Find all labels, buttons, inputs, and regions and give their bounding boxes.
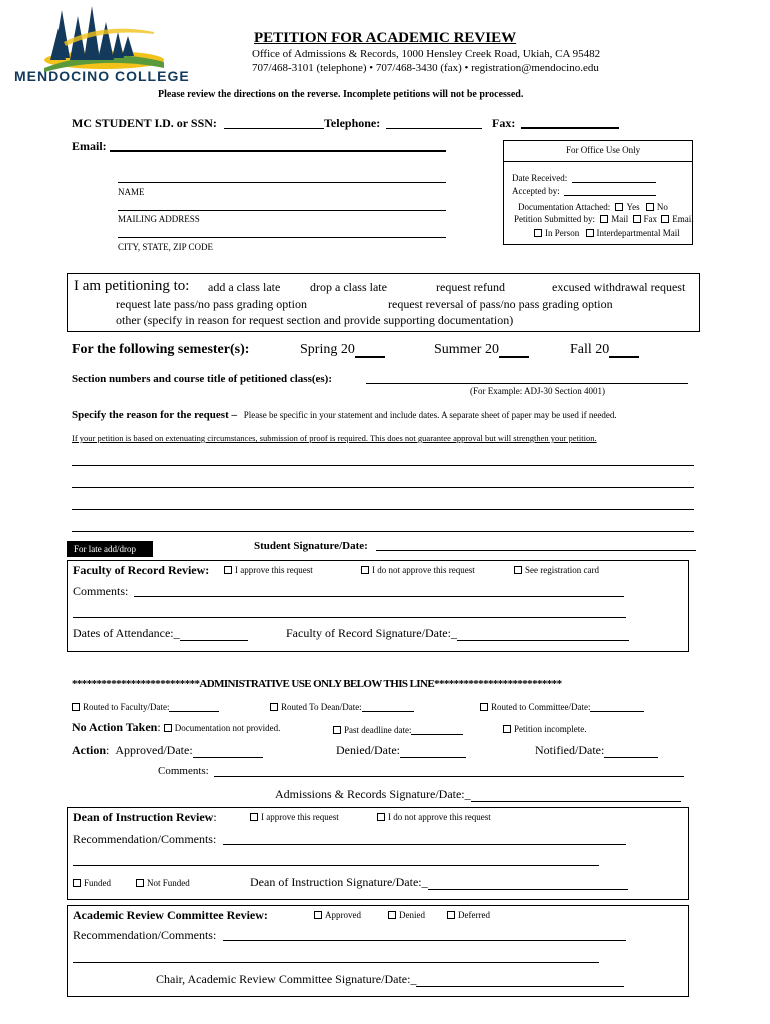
committee-approved-label: Approved	[325, 910, 361, 920]
email-field[interactable]	[110, 150, 446, 152]
reason-label: Specify the reason for the request –	[72, 409, 237, 421]
name-field[interactable]	[118, 182, 446, 183]
documentation-row	[518, 202, 668, 212]
dean-approve-checkbox[interactable]	[250, 813, 258, 821]
no-action-row: No Action Taken: Documentation not provided.	[72, 720, 281, 734]
faculty-approve-checkbox[interactable]	[224, 566, 232, 574]
late-add-drop-tag: For late add/drop	[67, 541, 153, 557]
ar-signature-row	[275, 787, 681, 802]
attendance-field[interactable]	[180, 627, 248, 641]
submitted-in-person-checkbox[interactable]	[534, 229, 542, 237]
funded-checkbox[interactable]	[73, 879, 81, 887]
documentation-yes-label: Yes	[626, 202, 640, 212]
semester-spring[interactable]	[300, 342, 385, 358]
reason-note: If your petition is based on extenuating circumstances, submission of proof is required. This does not guarantee approval but will strengthen your petition.	[72, 433, 597, 443]
faculty-review-title: Faculty of Record Review:	[73, 563, 210, 577]
student-signature-field[interactable]	[376, 550, 696, 551]
routed-committee-label: Routed to Committee/Date:	[491, 702, 591, 712]
dean-review-title: Dean of Instruction Review	[73, 810, 214, 824]
city-state-zip-field[interactable]	[118, 237, 446, 238]
denied-date-label: Denied/Date:	[336, 743, 400, 757]
committee-signature-field[interactable]	[416, 973, 624, 987]
dean-signature-row	[250, 875, 628, 890]
dean-recommendation-label: Recommendation/Comments:	[73, 832, 217, 846]
faculty-approve-option	[224, 565, 313, 575]
routed-faculty-label: Routed to Faculty/Date:	[83, 702, 170, 712]
option-request-refund[interactable]: request refund	[436, 280, 505, 294]
admin-comments-field[interactable]	[214, 776, 684, 777]
approved-date-field[interactable]	[193, 744, 263, 758]
committee-denied-checkbox[interactable]	[388, 911, 396, 919]
office-use-title: For Office Use Only	[566, 145, 641, 155]
funded-label: Funded	[84, 878, 111, 888]
option-excused-withdrawal[interactable]: excused withdrawal request	[552, 280, 686, 294]
routed-committee-option	[480, 701, 644, 712]
past-deadline-field[interactable]	[411, 724, 463, 735]
faculty-not-approve-checkbox[interactable]	[361, 566, 369, 574]
dean-not-approve-option	[377, 812, 491, 822]
committee-recommendation-field-2[interactable]	[73, 962, 599, 963]
committee-deferred-checkbox[interactable]	[447, 911, 455, 919]
routed-dean-field[interactable]	[362, 701, 414, 712]
submitted-mail-label: Mail	[611, 214, 629, 224]
no-action-label: No Action Taken	[72, 720, 158, 734]
submitted-interdepartmental-label: Interdepartmental Mail	[596, 228, 680, 238]
reason-line-3[interactable]	[72, 509, 694, 510]
routed-faculty-option	[72, 701, 219, 712]
notified-row	[535, 743, 658, 758]
past-deadline-checkbox[interactable]	[333, 726, 341, 734]
section-label: Section numbers and course title of petitioned class(es):	[72, 373, 333, 385]
doc-not-provided-label: Documentation not provided.	[174, 723, 281, 733]
submitted-by-label: Petition Submitted by:	[514, 214, 596, 224]
semester-summer-label: Summer 20	[434, 342, 499, 357]
fax-label: Fax:	[492, 116, 516, 130]
submitted-mail-checkbox[interactable]	[600, 215, 608, 223]
section-example: (For Example: ADJ-30 Section 4001)	[470, 386, 605, 396]
routed-committee-field[interactable]	[590, 701, 644, 712]
past-deadline-label: Past deadline date:	[344, 725, 412, 735]
incomplete-checkbox[interactable]	[503, 725, 511, 733]
faculty-review-box	[67, 560, 689, 652]
semester-spring-label: Spring 20	[300, 342, 355, 357]
action-label: Action	[72, 743, 106, 757]
dean-signature-field[interactable]	[428, 876, 628, 890]
dean-title-row: Dean of Instruction Review:	[73, 810, 217, 824]
dean-not-approve-checkbox[interactable]	[377, 813, 385, 821]
student-id-label: MC STUDENT I.D. or SSN:	[72, 116, 217, 130]
city-state-zip-label: CITY, STATE, ZIP CODE	[118, 242, 214, 252]
form-title: PETITION FOR ACADEMIC REVIEW	[254, 30, 517, 46]
admin-divider: **************************ADMINISTRATIVE USE ONLY BELOW THIS LINE**************************	[72, 678, 562, 690]
semester-summer[interactable]	[434, 342, 529, 358]
dean-recommendation-field[interactable]	[223, 844, 626, 845]
option-late-pass-no-pass[interactable]: request late pass/no pass grading option	[116, 297, 307, 311]
option-drop-class-late[interactable]: drop a class late	[310, 280, 387, 294]
submitted-interdepartmental-checkbox[interactable]	[586, 229, 594, 237]
reason-instruction: Please be specific in your statement and include dates. A separate sheet of paper may be used if needed.	[243, 410, 617, 420]
committee-denied-label: Denied	[399, 910, 425, 920]
semester-fall[interactable]	[570, 342, 639, 358]
committee-signature-row	[156, 972, 624, 987]
faculty-approve-label: I approve this request	[235, 565, 313, 575]
submitted-email-label: Email	[672, 214, 694, 224]
doc-not-provided-checkbox[interactable]	[164, 724, 172, 732]
submitted-by-row	[514, 214, 694, 224]
committee-recommendation-field[interactable]	[223, 940, 626, 941]
semester-summer-year-field[interactable]	[499, 356, 529, 358]
faculty-comments-field-2[interactable]	[73, 617, 626, 618]
committee-review-box	[67, 905, 689, 997]
committee-denied-option	[388, 910, 425, 920]
submitted-in-person-label: In Person	[545, 228, 580, 238]
reason-line-4[interactable]	[72, 531, 694, 532]
semester-spring-year-field[interactable]	[355, 356, 385, 358]
faculty-not-approve-label: I do not approve this request	[372, 565, 475, 575]
documentation-label: Documentation Attached:	[518, 202, 611, 212]
committee-review-title: Academic Review Committee Review:	[73, 908, 268, 922]
semester-label: For the following semester(s):	[72, 342, 250, 357]
admin-comments-label: Comments:	[158, 765, 209, 777]
faculty-comments-field[interactable]	[134, 596, 624, 597]
name-label: NAME	[118, 187, 145, 197]
incomplete-option	[503, 724, 587, 734]
submitted-by-row-2	[534, 228, 680, 238]
student-id-field[interactable]	[224, 128, 324, 129]
documentation-no-checkbox[interactable]	[646, 203, 654, 211]
approved-date-label: Approved/Date:	[115, 743, 193, 757]
routed-dean-option	[270, 701, 414, 712]
fax-field[interactable]	[521, 127, 619, 129]
college-logo	[14, 2, 188, 86]
petitioning-box	[67, 273, 700, 332]
reason-line-2[interactable]	[72, 487, 694, 488]
reason-row	[72, 409, 617, 421]
telephone-field[interactable]	[386, 128, 482, 129]
office-use-box	[503, 140, 693, 245]
faculty-signature-row	[286, 626, 629, 641]
dean-signature-label: Dean of Instruction Signature/Date:_	[250, 875, 428, 889]
reason-line-1[interactable]	[72, 465, 694, 466]
not-funded-label: Not Funded	[147, 878, 190, 888]
notified-date-label: Notified/Date:	[535, 743, 605, 757]
accepted-by-field[interactable]	[564, 195, 656, 196]
notified-date-field[interactable]	[604, 744, 658, 758]
option-reversal-pass-no-pass[interactable]: request reversal of pass/no pass grading option	[388, 297, 613, 311]
committee-approved-option	[314, 910, 361, 920]
committee-signature-label: Chair, Academic Review Committee Signature/Date:_	[156, 972, 417, 986]
denied-date-field[interactable]	[400, 744, 466, 758]
faculty-comments-label: Comments:	[73, 584, 129, 598]
incomplete-label: Petition incomplete.	[514, 724, 587, 734]
faculty-see-card-checkbox[interactable]	[514, 566, 522, 574]
dean-review-box	[67, 807, 689, 900]
faculty-not-approve-option	[361, 565, 475, 575]
semester-fall-year-field[interactable]	[609, 356, 639, 358]
not-funded-option	[136, 878, 190, 888]
committee-recommendation-label: Recommendation/Comments:	[73, 928, 217, 942]
routed-dean-checkbox[interactable]	[270, 703, 278, 711]
email-label: Email:	[72, 139, 107, 153]
petitioning-label: I am petitioning to:	[74, 278, 190, 294]
denied-row	[336, 743, 466, 758]
mailing-address-label: MAILING ADDRESS	[118, 214, 200, 224]
office-contact: 707/468-3101 (telephone) • 707/468-3430 (fax) • registration@mendocino.edu	[252, 62, 599, 74]
date-received-label: Date Received:	[512, 173, 568, 183]
office-use-divider	[504, 161, 692, 162]
submitted-fax-checkbox[interactable]	[633, 215, 641, 223]
documentation-no-label: No	[656, 202, 668, 212]
action-row: Action: Approved/Date:	[72, 743, 263, 758]
dean-not-approve-label: I do not approve this request	[388, 812, 491, 822]
review-notice: Please review the directions on the reverse. Incomplete petitions will not be processed.	[158, 89, 524, 100]
routed-committee-checkbox[interactable]	[480, 703, 488, 711]
faculty-see-card-label: See registration card	[525, 565, 599, 575]
semester-fall-label: Fall 20	[570, 342, 610, 357]
faculty-see-card-option	[514, 565, 599, 575]
committee-approved-checkbox[interactable]	[314, 911, 322, 919]
past-deadline-option	[333, 724, 463, 735]
committee-deferred-label: Deferred	[458, 910, 490, 920]
documentation-yes-checkbox[interactable]	[615, 203, 623, 211]
attendance-row	[73, 626, 248, 641]
routed-dean-label: Routed To Dean/Date:	[281, 702, 362, 712]
section-field[interactable]	[366, 383, 688, 384]
ar-signature-label: Admissions & Records Signature/Date:_	[275, 787, 471, 801]
dean-approve-option	[250, 812, 339, 822]
routed-faculty-field[interactable]	[169, 701, 219, 712]
option-other[interactable]: other (specify in reason for request section and provide supporting documentation)	[116, 313, 514, 327]
committee-deferred-option	[447, 910, 490, 920]
date-received-field[interactable]	[572, 182, 656, 183]
faculty-signature-field[interactable]	[457, 627, 629, 641]
routed-faculty-checkbox[interactable]	[72, 703, 80, 711]
telephone-label: Telephone:	[324, 116, 381, 130]
submitted-fax-label: Fax	[643, 214, 658, 224]
college-name: MENDOCINO COLLEGE	[14, 68, 190, 84]
accepted-by-label: Accepted by:	[512, 186, 560, 196]
faculty-signature-label: Faculty of Record Signature/Date:_	[286, 626, 457, 640]
option-add-class-late[interactable]: add a class late	[208, 280, 281, 294]
dean-recommendation-field-2[interactable]	[73, 865, 599, 866]
office-address: Office of Admissions & Records, 1000 Hensley Creek Road, Ukiah, CA 95482	[252, 48, 601, 60]
submitted-email-checkbox[interactable]	[661, 215, 669, 223]
not-funded-checkbox[interactable]	[136, 879, 144, 887]
attendance-label: Dates of Attendance:_	[73, 626, 180, 640]
mailing-address-field[interactable]	[118, 210, 446, 211]
student-signature-label: Student Signature/Date:	[254, 540, 368, 552]
funded-option	[73, 878, 111, 888]
dean-approve-label: I approve this request	[261, 812, 339, 822]
ar-signature-field[interactable]	[471, 788, 681, 802]
